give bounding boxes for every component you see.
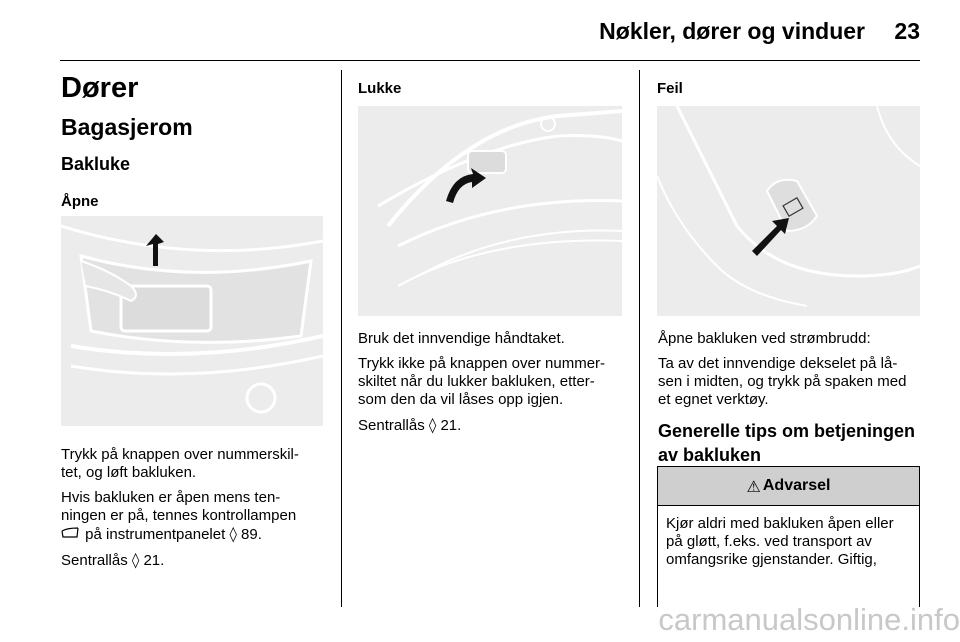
warning-text-l1: Kjør aldri med bakluken åpen eller <box>666 515 894 532</box>
subsection-heading-luggage: Bagasjerom <box>61 114 193 140</box>
heading-open: Åpne <box>61 193 99 210</box>
paragraph-open-l1: Trykk på knappen over nummerskil- <box>61 446 299 463</box>
paragraph-ignition-l3 <box>61 525 331 544</box>
paragraph-central-lock-2 <box>358 416 628 435</box>
column-divider-2 <box>639 70 640 607</box>
paragraph-power-failure: Åpne bakluken ved strømbrudd: <box>658 330 871 347</box>
column-3 <box>657 79 922 99</box>
heading-close: Lukke <box>358 80 402 97</box>
header-rule <box>60 60 920 61</box>
page-ref-21-b[interactable]: 21. <box>440 417 462 434</box>
section-heading-doors: Dører <box>61 72 139 104</box>
page-ref-21[interactable]: 21. <box>143 552 165 569</box>
figure-opening-tailgate <box>61 216 323 426</box>
warning-header <box>658 467 919 506</box>
tailgate-close-illustration <box>358 106 622 316</box>
paragraph-ignition-l1: Hvis bakluken er åpen mens ten- <box>61 489 281 506</box>
paragraph-open-l2: tet, og løft bakluken. <box>61 464 197 481</box>
column-1-text <box>61 446 331 570</box>
central-lock-text-2: Sentrallås <box>358 417 425 434</box>
heading-tailgate: Bakluke <box>61 154 131 174</box>
paragraph-remove-cover-l2: sen i midten, og trykk på spaken med <box>658 373 907 390</box>
warning-box <box>657 466 920 607</box>
column-divider-1 <box>341 70 342 607</box>
paragraph-central-lock <box>61 551 331 570</box>
paragraph-dont-press-l1: Trykk ikke på knappen over nummer- <box>358 355 606 372</box>
page-ref-icon: ◊ <box>229 525 237 543</box>
page-ref-icon: ◊ <box>428 416 437 434</box>
column-1 <box>61 70 326 212</box>
heading-fault: Feil <box>657 80 683 97</box>
warning-title: Advarsel <box>762 477 831 494</box>
tailgate-open-illustration <box>61 216 323 426</box>
page-number: 23 <box>894 18 920 44</box>
warning-text-l2: på gløtt, f.eks. ved transport av <box>666 533 872 550</box>
running-header-title: Nøkler, dører og vinduer <box>599 18 865 44</box>
figure-emergency-release <box>657 106 920 316</box>
column-2-text <box>358 330 628 435</box>
tailgate-open-icon <box>61 525 81 543</box>
page-ref-icon: ◊ <box>131 551 140 569</box>
watermark: carmanualsonline.info <box>658 602 960 637</box>
warning-text-l3: omfangsrike gjenstander. Giftig, <box>666 551 877 568</box>
paragraph-remove-cover-l1: Ta av det innvendige dekselet på lå- <box>658 355 898 372</box>
paragraph-use-handle: Bruk det innvendige håndtaket. <box>358 330 565 347</box>
paragraph-dont-press-l3: som den da vil låses opp igjen. <box>358 391 564 408</box>
page-ref-89[interactable]: 89. <box>241 526 262 543</box>
emergency-release-illustration <box>657 106 920 316</box>
heading-general-tips-l1: Generelle tips om betjeningen <box>658 421 916 441</box>
figure-closing-tailgate <box>358 106 622 316</box>
column-3-text <box>658 330 928 467</box>
paragraph-dont-press-l2: skiltet når du lukker bakluken, etter- <box>358 373 595 390</box>
ignition-text-a: på instrumentpanelet <box>85 526 226 543</box>
paragraph-remove-cover-l3: et egnet verktøy. <box>658 391 769 408</box>
central-lock-text: Sentrallås <box>61 552 128 569</box>
warning-body <box>658 506 919 569</box>
warning-triangle-icon: ⚠ <box>746 476 761 496</box>
column-2 <box>358 79 623 99</box>
paragraph-ignition-l2: ningen er på, tennes kontrollampen <box>61 507 297 524</box>
heading-general-tips-l2: av bakluken <box>658 445 762 465</box>
